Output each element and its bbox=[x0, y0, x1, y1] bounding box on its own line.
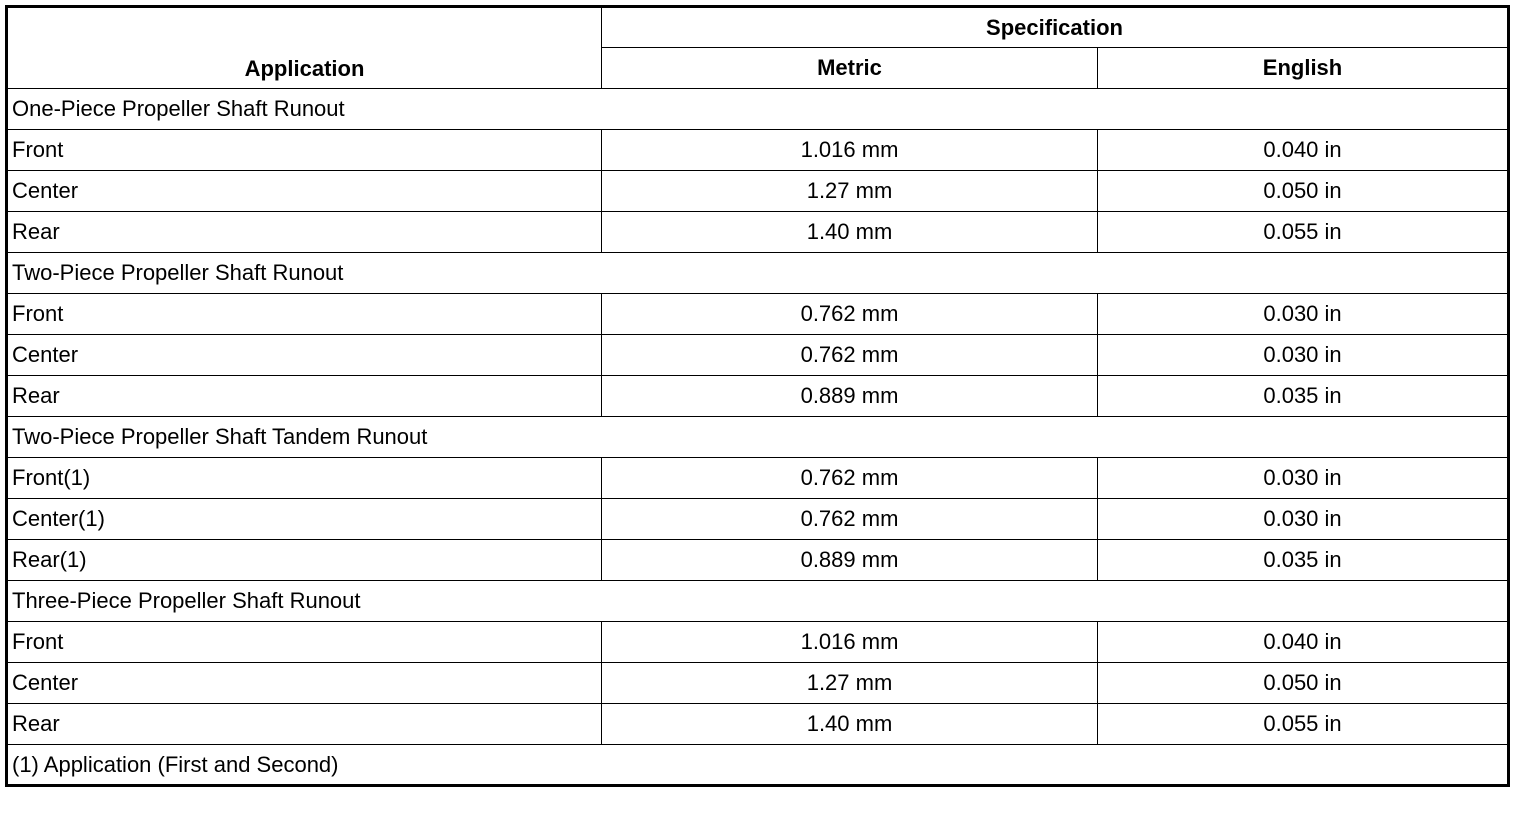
section-row bbox=[7, 89, 1509, 130]
application-cell: Rear bbox=[7, 704, 602, 745]
english-cell: 0.055 in bbox=[1098, 704, 1509, 745]
section-row bbox=[7, 417, 1509, 458]
table-row bbox=[7, 130, 1509, 171]
english-cell: 0.040 in bbox=[1098, 622, 1509, 663]
english-cell: 0.055 in bbox=[1098, 212, 1509, 253]
table-row bbox=[7, 294, 1509, 335]
application-cell: Center bbox=[7, 663, 602, 704]
english-cell: 0.050 in bbox=[1098, 663, 1509, 704]
table-row bbox=[7, 335, 1509, 376]
english-cell: 0.030 in bbox=[1098, 458, 1509, 499]
application-cell: Front bbox=[7, 130, 602, 171]
english-cell: 0.035 in bbox=[1098, 540, 1509, 581]
application-cell: Center bbox=[7, 171, 602, 212]
application-cell: Front(1) bbox=[7, 458, 602, 499]
table-row bbox=[7, 704, 1509, 745]
application-cell: Front bbox=[7, 294, 602, 335]
section-row bbox=[7, 581, 1509, 622]
section-title: Three-Piece Propeller Shaft Runout bbox=[7, 581, 1509, 622]
english-cell: 0.030 in bbox=[1098, 499, 1509, 540]
section-title: Two-Piece Propeller Shaft Tandem Runout bbox=[7, 417, 1509, 458]
metric-cell: 0.762 mm bbox=[602, 335, 1098, 376]
metric-cell: 1.27 mm bbox=[602, 171, 1098, 212]
application-cell: Rear bbox=[7, 376, 602, 417]
english-cell: 0.050 in bbox=[1098, 171, 1509, 212]
section-row bbox=[7, 253, 1509, 294]
table-row bbox=[7, 622, 1509, 663]
application-cell: Rear bbox=[7, 212, 602, 253]
metric-cell: 0.889 mm bbox=[602, 540, 1098, 581]
metric-cell: 0.762 mm bbox=[602, 458, 1098, 499]
header-specification: Specification bbox=[602, 7, 1509, 48]
header-metric: Metric bbox=[602, 48, 1098, 89]
english-cell: 0.035 in bbox=[1098, 376, 1509, 417]
footnote: (1) Application (First and Second) bbox=[7, 745, 1509, 786]
metric-cell: 1.27 mm bbox=[602, 663, 1098, 704]
section-title: Two-Piece Propeller Shaft Runout bbox=[7, 253, 1509, 294]
metric-cell: 0.762 mm bbox=[602, 499, 1098, 540]
specification-table bbox=[5, 5, 1510, 787]
english-cell: 0.030 in bbox=[1098, 294, 1509, 335]
table-row bbox=[7, 540, 1509, 581]
table-row bbox=[7, 663, 1509, 704]
table-row bbox=[7, 171, 1509, 212]
table-row bbox=[7, 499, 1509, 540]
table-body bbox=[7, 89, 1509, 786]
footnote-row bbox=[7, 745, 1509, 786]
table-header bbox=[7, 7, 1509, 89]
application-cell: Front bbox=[7, 622, 602, 663]
metric-cell: 1.016 mm bbox=[602, 622, 1098, 663]
application-cell: Center(1) bbox=[7, 499, 602, 540]
table-row bbox=[7, 458, 1509, 499]
english-cell: 0.030 in bbox=[1098, 335, 1509, 376]
application-cell: Center bbox=[7, 335, 602, 376]
metric-cell: 0.889 mm bbox=[602, 376, 1098, 417]
metric-cell: 0.762 mm bbox=[602, 294, 1098, 335]
section-title: One-Piece Propeller Shaft Runout bbox=[7, 89, 1509, 130]
header-row-top bbox=[7, 7, 1509, 48]
metric-cell: 1.40 mm bbox=[602, 212, 1098, 253]
table-row bbox=[7, 376, 1509, 417]
table-row bbox=[7, 212, 1509, 253]
header-english: English bbox=[1098, 48, 1509, 89]
metric-cell: 1.40 mm bbox=[602, 704, 1098, 745]
metric-cell: 1.016 mm bbox=[602, 130, 1098, 171]
application-cell: Rear(1) bbox=[7, 540, 602, 581]
header-application: Application bbox=[7, 7, 602, 89]
english-cell: 0.040 in bbox=[1098, 130, 1509, 171]
